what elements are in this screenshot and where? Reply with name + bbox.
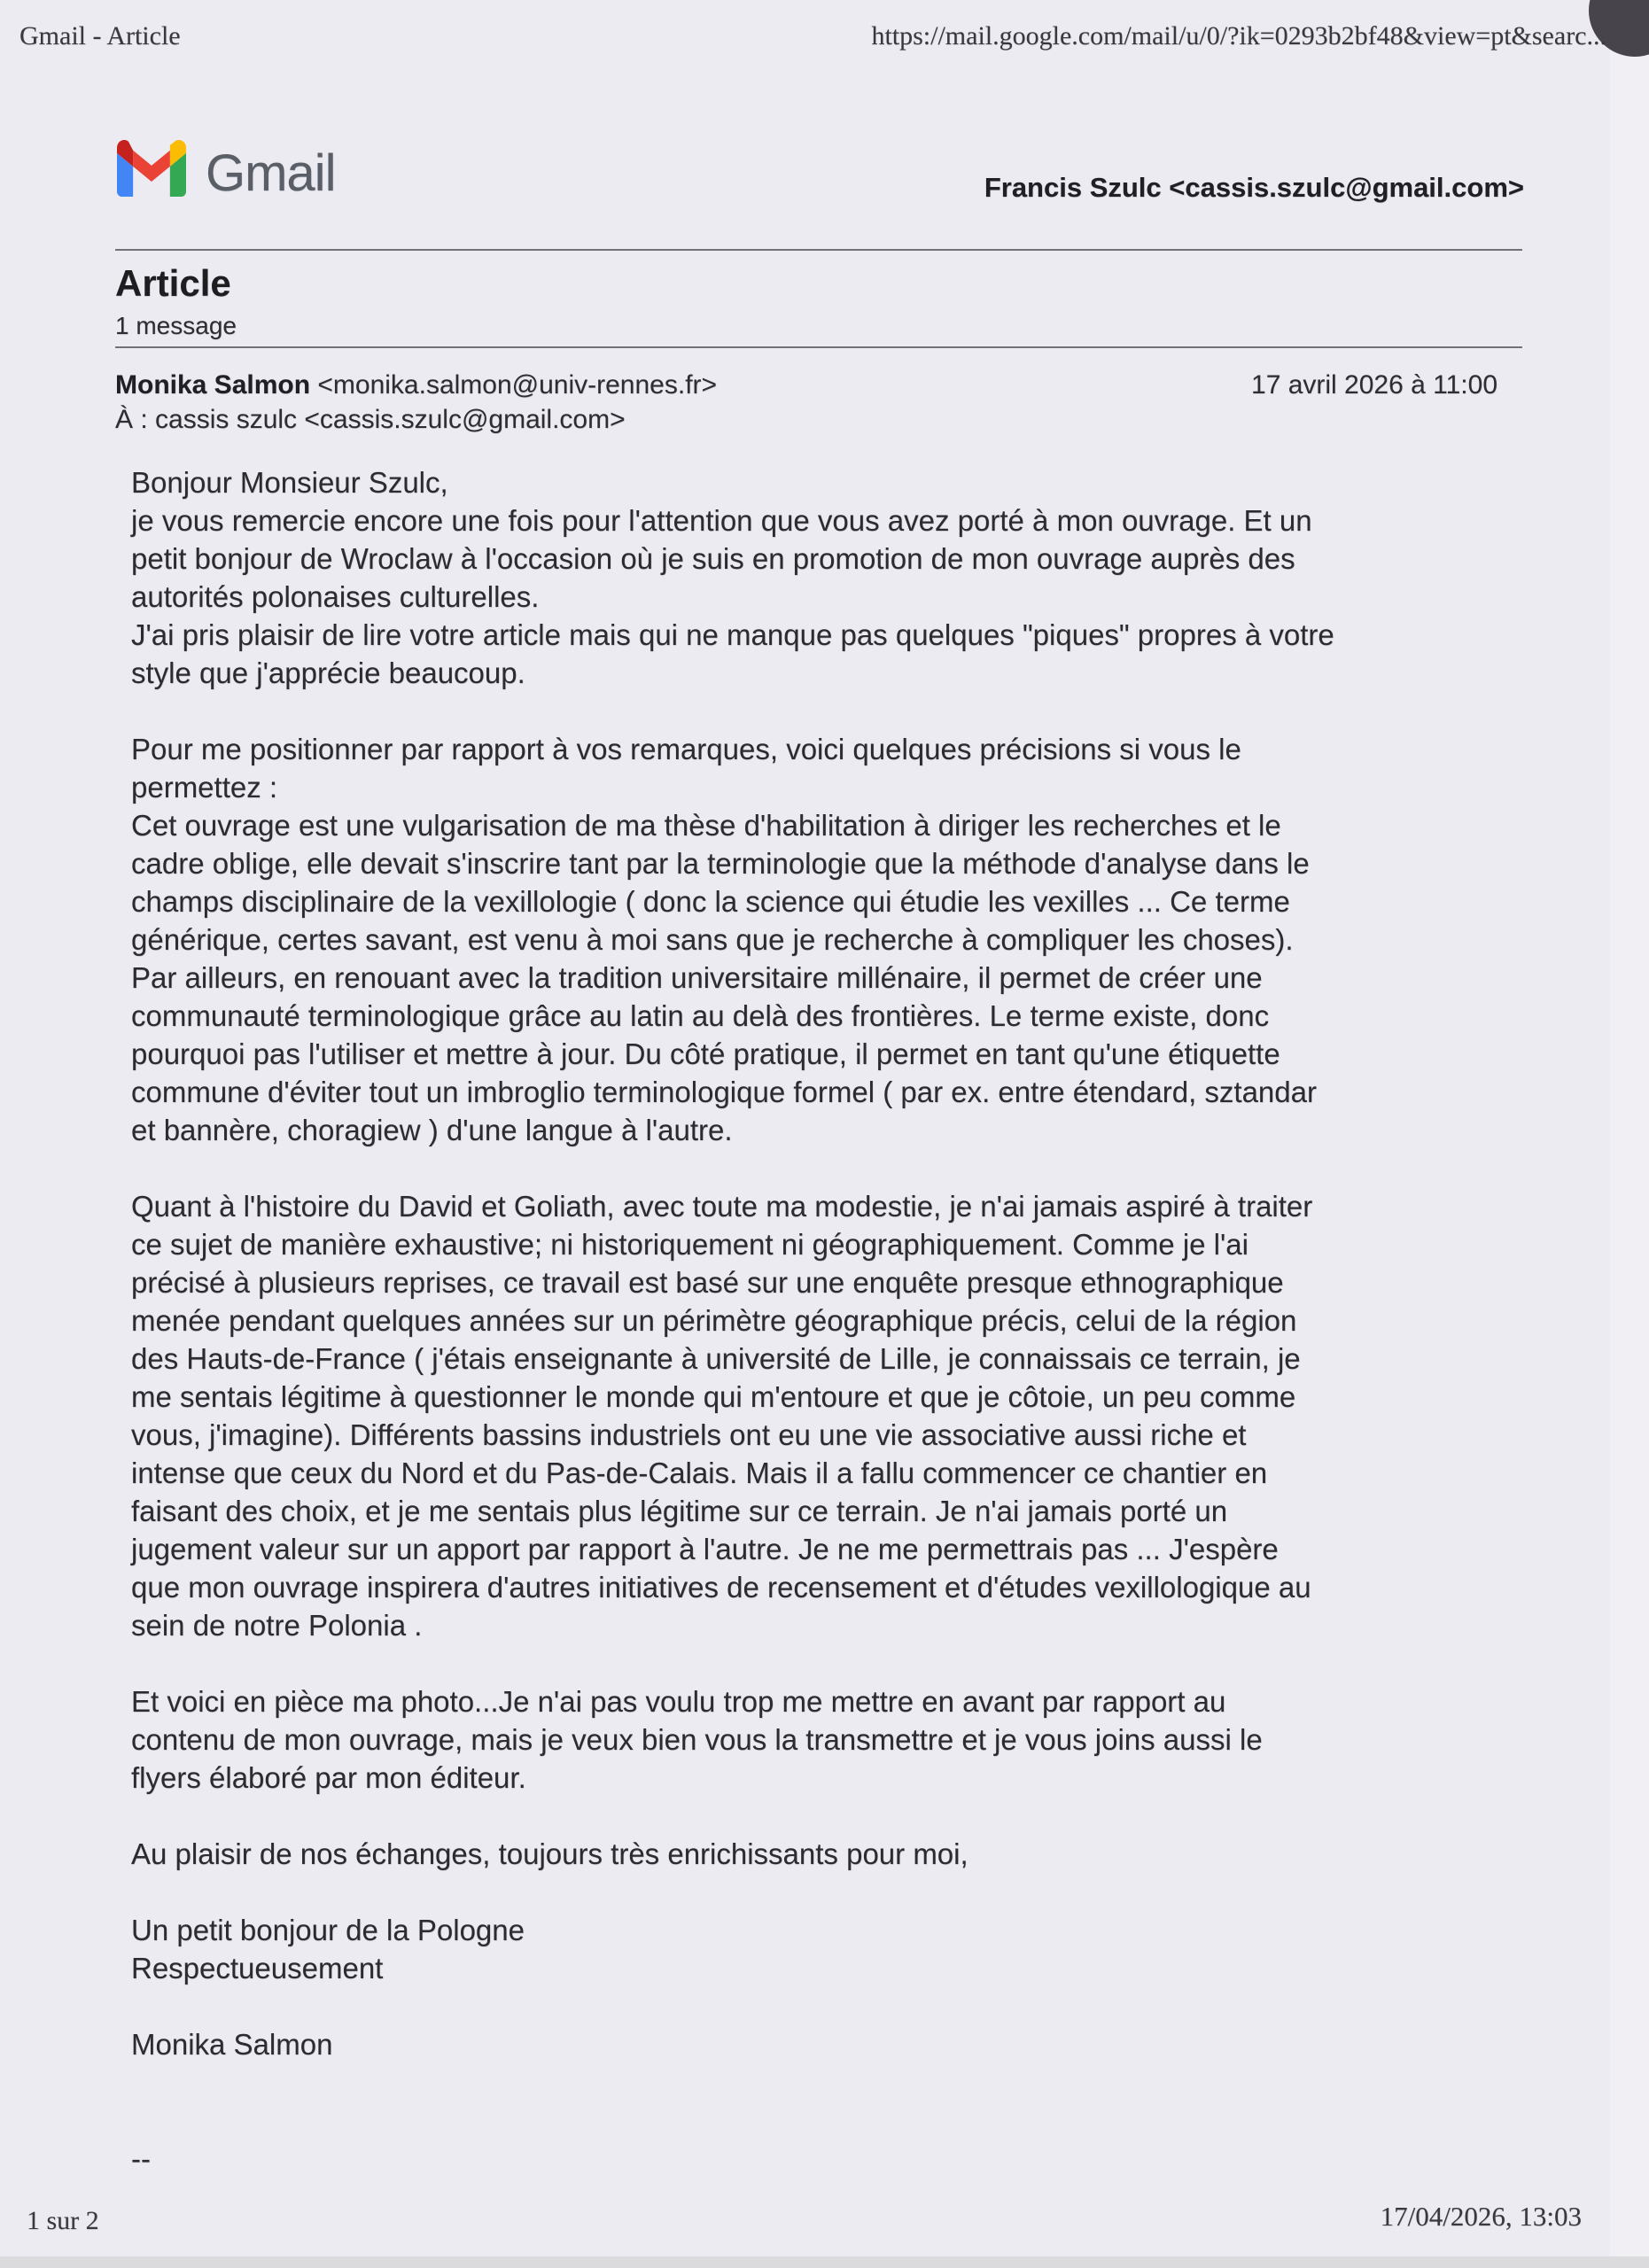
body-line: des Hauts-de-France ( j'étais enseignante à université de Lille, je connaissais ce terrain, je <box>131 1342 1301 1375</box>
body-line: -- <box>131 2142 151 2175</box>
thread-subject: Article <box>115 262 231 304</box>
body-line: et bannère, choragiew ) d'une langue à l'autre. <box>131 1114 733 1146</box>
body-line: cadre oblige, elle devait s'inscrire tant par la terminologie que la méthode d'analyse dans le <box>131 847 1310 880</box>
email-paragraph <box>131 463 1334 692</box>
email-body <box>131 463 1334 2178</box>
email-paragraph <box>131 1682 1334 1797</box>
message-date: 17 avril 2026 à 11:00 <box>1251 370 1497 400</box>
body-line: intense que ceux du Nord et du Pas-de-Calais. Mais il a fallu commencer ce chantier en <box>131 1456 1268 1489</box>
sender-email: <monika.salmon@univ-rennes.fr> <box>310 370 718 400</box>
body-line: précisé à plusieurs reprises, ce travail est basé sur une enquête presque ethnographique <box>131 1266 1284 1299</box>
body-line: permettez : <box>131 771 278 804</box>
gmail-m-logo-icon <box>117 140 186 197</box>
body-line: menée pendant quelques années sur un périmètre géographique précis, celui de la région <box>131 1304 1297 1337</box>
body-line: communauté terminologique grâce au latin au delà des frontières. Le terme existe, donc <box>131 999 1270 1032</box>
body-line: Un petit bonjour de la Pologne <box>131 1914 525 1946</box>
body-line: J'ai pris plaisir de lire votre article mais qui ne manque pas quelques "piques" propres à votre <box>131 618 1334 651</box>
email-paragraph <box>131 2140 1334 2178</box>
sender-line <box>115 370 717 400</box>
body-line: Et voici en pièce ma photo...Je n'ai pas voulu trop me mettre en avant par rapport au <box>131 1685 1226 1718</box>
divider-top <box>115 249 1522 251</box>
body-line: que mon ouvrage inspirera d'autres initiatives de recensement et d'études vexillologique au <box>131 1571 1311 1604</box>
gmail-wordmark: Gmail <box>206 144 336 202</box>
print-datetime: 17/04/2026, 13:03 <box>1380 2201 1582 2232</box>
body-line: ce sujet de manière exhaustive; ni historiquement ni géographiquement. Comme je l'ai <box>131 1228 1248 1261</box>
account-owner: Francis Szulc <cassis.szulc@gmail.com> <box>984 172 1524 203</box>
body-line: Cet ouvrage est une vulgarisation de ma thèse d'habilitation à diriger les recherches et le <box>131 809 1281 842</box>
body-line: Bonjour Monsieur Szulc, <box>131 466 448 499</box>
message-count: 1 message <box>115 312 237 339</box>
print-header <box>19 21 1606 51</box>
body-line: petit bonjour de Wroclaw à l'occasion où je suis en promotion de mon ouvrage auprès des <box>131 542 1295 575</box>
body-line: générique, certes savant, est venu à moi sans que je recherche à compliquer les choses). <box>131 923 1294 956</box>
gmail-logo-chevron <box>133 151 170 182</box>
email-paragraph <box>131 1187 1334 1644</box>
body-line: champs disciplinaire de la vexillologie ( donc la science qui étudie les vexilles ... Ce terme <box>131 885 1290 918</box>
sender-name: Monika Salmon <box>115 370 311 400</box>
body-line: commune d'éviter tout un imbroglio terminologique formel ( par ex. entre étendard, sztandar <box>131 1076 1317 1108</box>
scan-page-right-edge <box>1610 0 1649 2257</box>
body-line: vous, j'imagine). Différents bassins industriels ont eu une vie associative aussi riche et <box>131 1418 1247 1451</box>
scan-page-bottom-edge <box>0 2256 1649 2268</box>
body-line: contenu de mon ouvrage, mais je veux bien vous la transmettre et je vous joins aussi le <box>131 1723 1263 1756</box>
body-line: Au plaisir de nos échanges, toujours très enrichissants pour moi, <box>131 1837 968 1870</box>
body-line: Par ailleurs, en renouant avec la tradition universitaire millénaire, il permet de créer une <box>131 961 1263 994</box>
body-line: jugement valeur sur un apport par rapport à l'autre. Je ne me permettrais pas ... J'espère <box>131 1533 1279 1565</box>
body-line: Quant à l'histoire du David et Goliath, avec toute ma modestie, je n'ai jamais aspiré à traiter <box>131 1190 1313 1223</box>
body-line: Respectueusement <box>131 1952 384 1984</box>
print-header-title: Gmail - Article <box>19 21 181 50</box>
email-paragraph <box>131 2025 1334 2063</box>
body-line: flyers élaboré par mon éditeur. <box>131 1761 526 1794</box>
body-line: Pour me positionner par rapport à vos remarques, voici quelques précisions si vous le <box>131 733 1241 765</box>
body-line: faisant des choix, et je me sentais plus légitime sur ce terrain. Je n'ai jamais porté un <box>131 1495 1228 1527</box>
body-line: pourquoi pas l'utiliser et mettre à jour. Du côté pratique, il permet en tant qu'une étiquette <box>131 1037 1280 1070</box>
recipient-line: À : cassis szulc <cassis.szulc@gmail.com> <box>115 405 626 434</box>
print-page-number: 1 sur 2 <box>27 2206 99 2235</box>
email-paragraph <box>131 1835 1334 1873</box>
divider-subject <box>115 346 1522 348</box>
email-paragraph <box>131 1911 1334 1987</box>
email-paragraph <box>131 730 1334 1149</box>
body-line: style que j'apprécie beaucoup. <box>131 656 525 689</box>
message-meta-row <box>115 370 1497 400</box>
body-line: me sentais légitime à questionner le monde qui m'entoure et que je côtoie, un peu comme <box>131 1380 1296 1413</box>
body-line: Monika Salmon <box>131 2028 333 2061</box>
print-header-url: https://mail.google.com/mail/u/0/?ik=0293b2bf48&view=pt&searc... <box>871 21 1606 50</box>
body-line: je vous remercie encore une fois pour l'attention que vous avez porté à mon ouvrage. Et un <box>131 504 1312 537</box>
body-line: autorités polonaises culturelles. <box>131 580 540 613</box>
body-line: sein de notre Polonia . <box>131 1609 423 1642</box>
